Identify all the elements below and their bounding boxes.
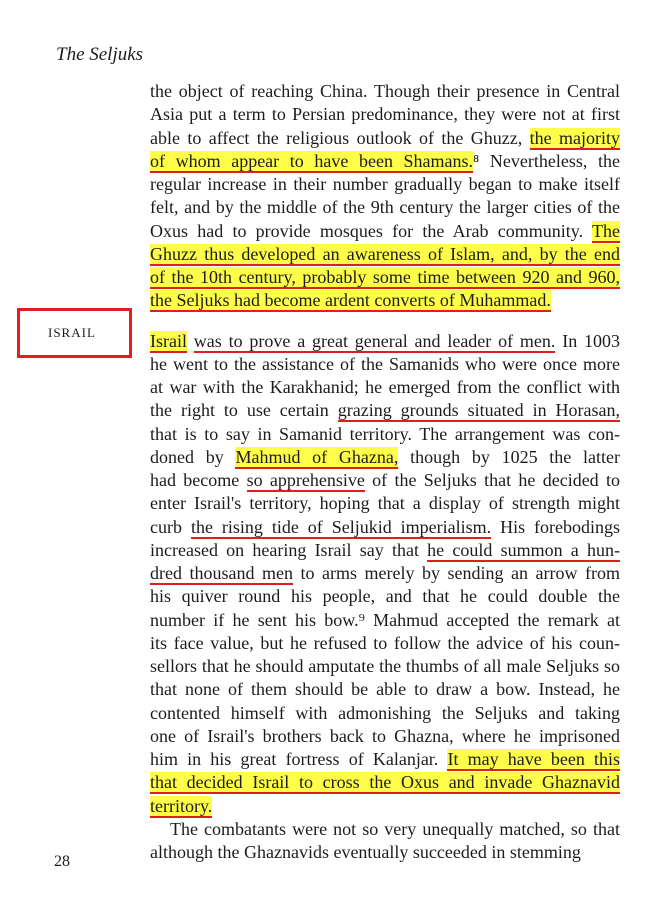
text-line — [150, 771, 620, 794]
text-line — [150, 150, 620, 173]
text-line — [150, 103, 620, 126]
text-run: Asia put a term to Persian predominance, they were not at first — [150, 104, 620, 125]
text-line — [150, 289, 620, 312]
text-line — [150, 376, 620, 399]
text-run: regular increase in their number gradually began to make itself — [150, 174, 620, 194]
text-run: his quiver round his people, and that he could double the — [150, 586, 620, 607]
text-run: at war with the Karakhanid; he emerged from the conflict with — [150, 377, 620, 397]
text-run: In 1003 — [555, 330, 620, 351]
underlined-text: he could summon a hun- — [427, 539, 620, 560]
text-line — [150, 173, 620, 196]
text-run: to arms merely by sending an arrow from — [293, 563, 621, 583]
text-run: though by 1025 the latter — [398, 446, 620, 467]
text-line — [150, 702, 620, 725]
text-run: he went to the assistance of the Samanids who were once more — [150, 353, 620, 374]
text-run: although the Ghaznavids eventually succeeded in stemming — [150, 842, 581, 862]
highlighted-text: that decided Israil to cross the Oxus and invade Ghaznavid — [150, 772, 620, 793]
text-line — [150, 492, 620, 515]
text-line — [150, 127, 620, 150]
underlined-text: grazing grounds situated in Horasan, — [337, 400, 620, 421]
text-run: had become — [150, 470, 247, 490]
highlighted-text: Ghuzz thus developed an awareness of Islam, and, by the end — [150, 243, 620, 264]
highlighted-text: Israil — [150, 330, 187, 351]
text-line — [150, 818, 620, 841]
text-line — [150, 748, 620, 771]
highlighted-text: of whom appear to have been Shamans. — [150, 150, 474, 171]
text-line — [150, 220, 620, 243]
text-run: contented himself with admonishing the Seljuks and taking — [150, 702, 620, 723]
text-line — [150, 516, 620, 539]
text-run: number if he sent his bow.⁹ Mahmud accepted the remark at — [150, 609, 620, 630]
text-run: Oxus had to provide mosques for the Arab community. — [150, 220, 593, 241]
text-run: sellors that he should amputate the thumbs of all male Seljuks so — [150, 656, 620, 676]
text-line — [150, 243, 620, 266]
text-line — [150, 399, 620, 422]
text-run: felt, and by the middle of the 9th century the larger cities of the — [150, 197, 620, 218]
page-number: 28 — [54, 853, 70, 870]
underlined-text: the rising tide of Seljukid imperialism. — [190, 516, 492, 537]
text-line — [150, 725, 620, 748]
highlighted-text: territory. — [150, 795, 213, 816]
text-run: increased on hearing Israil say that — [150, 539, 428, 560]
side-heading: ISRAIL — [48, 325, 96, 340]
text-run: enter Israil's territory, hoping that a display of strength might — [150, 493, 620, 514]
text-run: ⁸ Nevertheless, the — [473, 150, 620, 171]
text-run: that is to say in Samanid territory. The arrangement was con- — [150, 423, 620, 444]
text-line — [150, 353, 620, 376]
text-run: one of Israil's brothers back to Ghazna, where he imprisoned — [150, 725, 620, 746]
text-line — [150, 196, 620, 219]
highlighted-text: the majority — [529, 127, 620, 148]
text-line — [150, 841, 620, 864]
running-head: The Seljuks — [56, 44, 144, 65]
text-line — [150, 609, 620, 632]
text-run: doned by — [150, 446, 236, 467]
highlighted-text: The — [592, 220, 620, 241]
underlined-text: was to prove a great general and leader of men. — [193, 330, 556, 351]
text-line — [150, 539, 620, 562]
text-line — [150, 423, 620, 446]
text-run: His forebodings — [491, 516, 620, 537]
text-run: its face value, but he refused to follow the advice of his coun- — [150, 632, 620, 653]
text-line — [150, 446, 620, 469]
text-line — [150, 469, 620, 492]
underlined-text: dred thousand men — [150, 563, 293, 583]
underlined-text: so apprehensive — [246, 470, 365, 490]
text-run: The combatants were not so very unequally matched, so that — [170, 818, 620, 839]
text-line — [150, 80, 620, 103]
text-line — [150, 655, 620, 678]
text-run: curb — [150, 516, 191, 537]
text-run: that none of them should be able to draw a bow. Instead, he — [150, 679, 620, 700]
text-line — [150, 266, 620, 289]
highlighted-text: of the 10th century, probably some time between 920 and 960, — [150, 267, 620, 287]
body-text — [150, 80, 620, 864]
text-line — [150, 330, 620, 353]
text-run: the object of reaching China. Though their presence in Central — [150, 81, 620, 101]
text-line — [150, 795, 620, 818]
text-run: of the Seljuks that he decided to — [364, 470, 620, 490]
text-run: able to affect the religious outlook of the Ghuzz, — [150, 127, 530, 148]
text-line — [150, 678, 620, 701]
text-line — [150, 585, 620, 608]
highlighted-text: Mahmud of Ghazna, — [235, 446, 399, 467]
highlighted-text: It may have been this — [447, 749, 620, 769]
text-run — [187, 331, 194, 351]
text-run: the right to use certain — [150, 400, 338, 421]
text-line — [150, 562, 620, 585]
highlighted-text: the Seljuks had become ardent converts of Muhammad. — [150, 290, 551, 311]
text-line — [150, 632, 620, 655]
text-run: him in his great fortress of Kalanjar. — [150, 749, 448, 769]
